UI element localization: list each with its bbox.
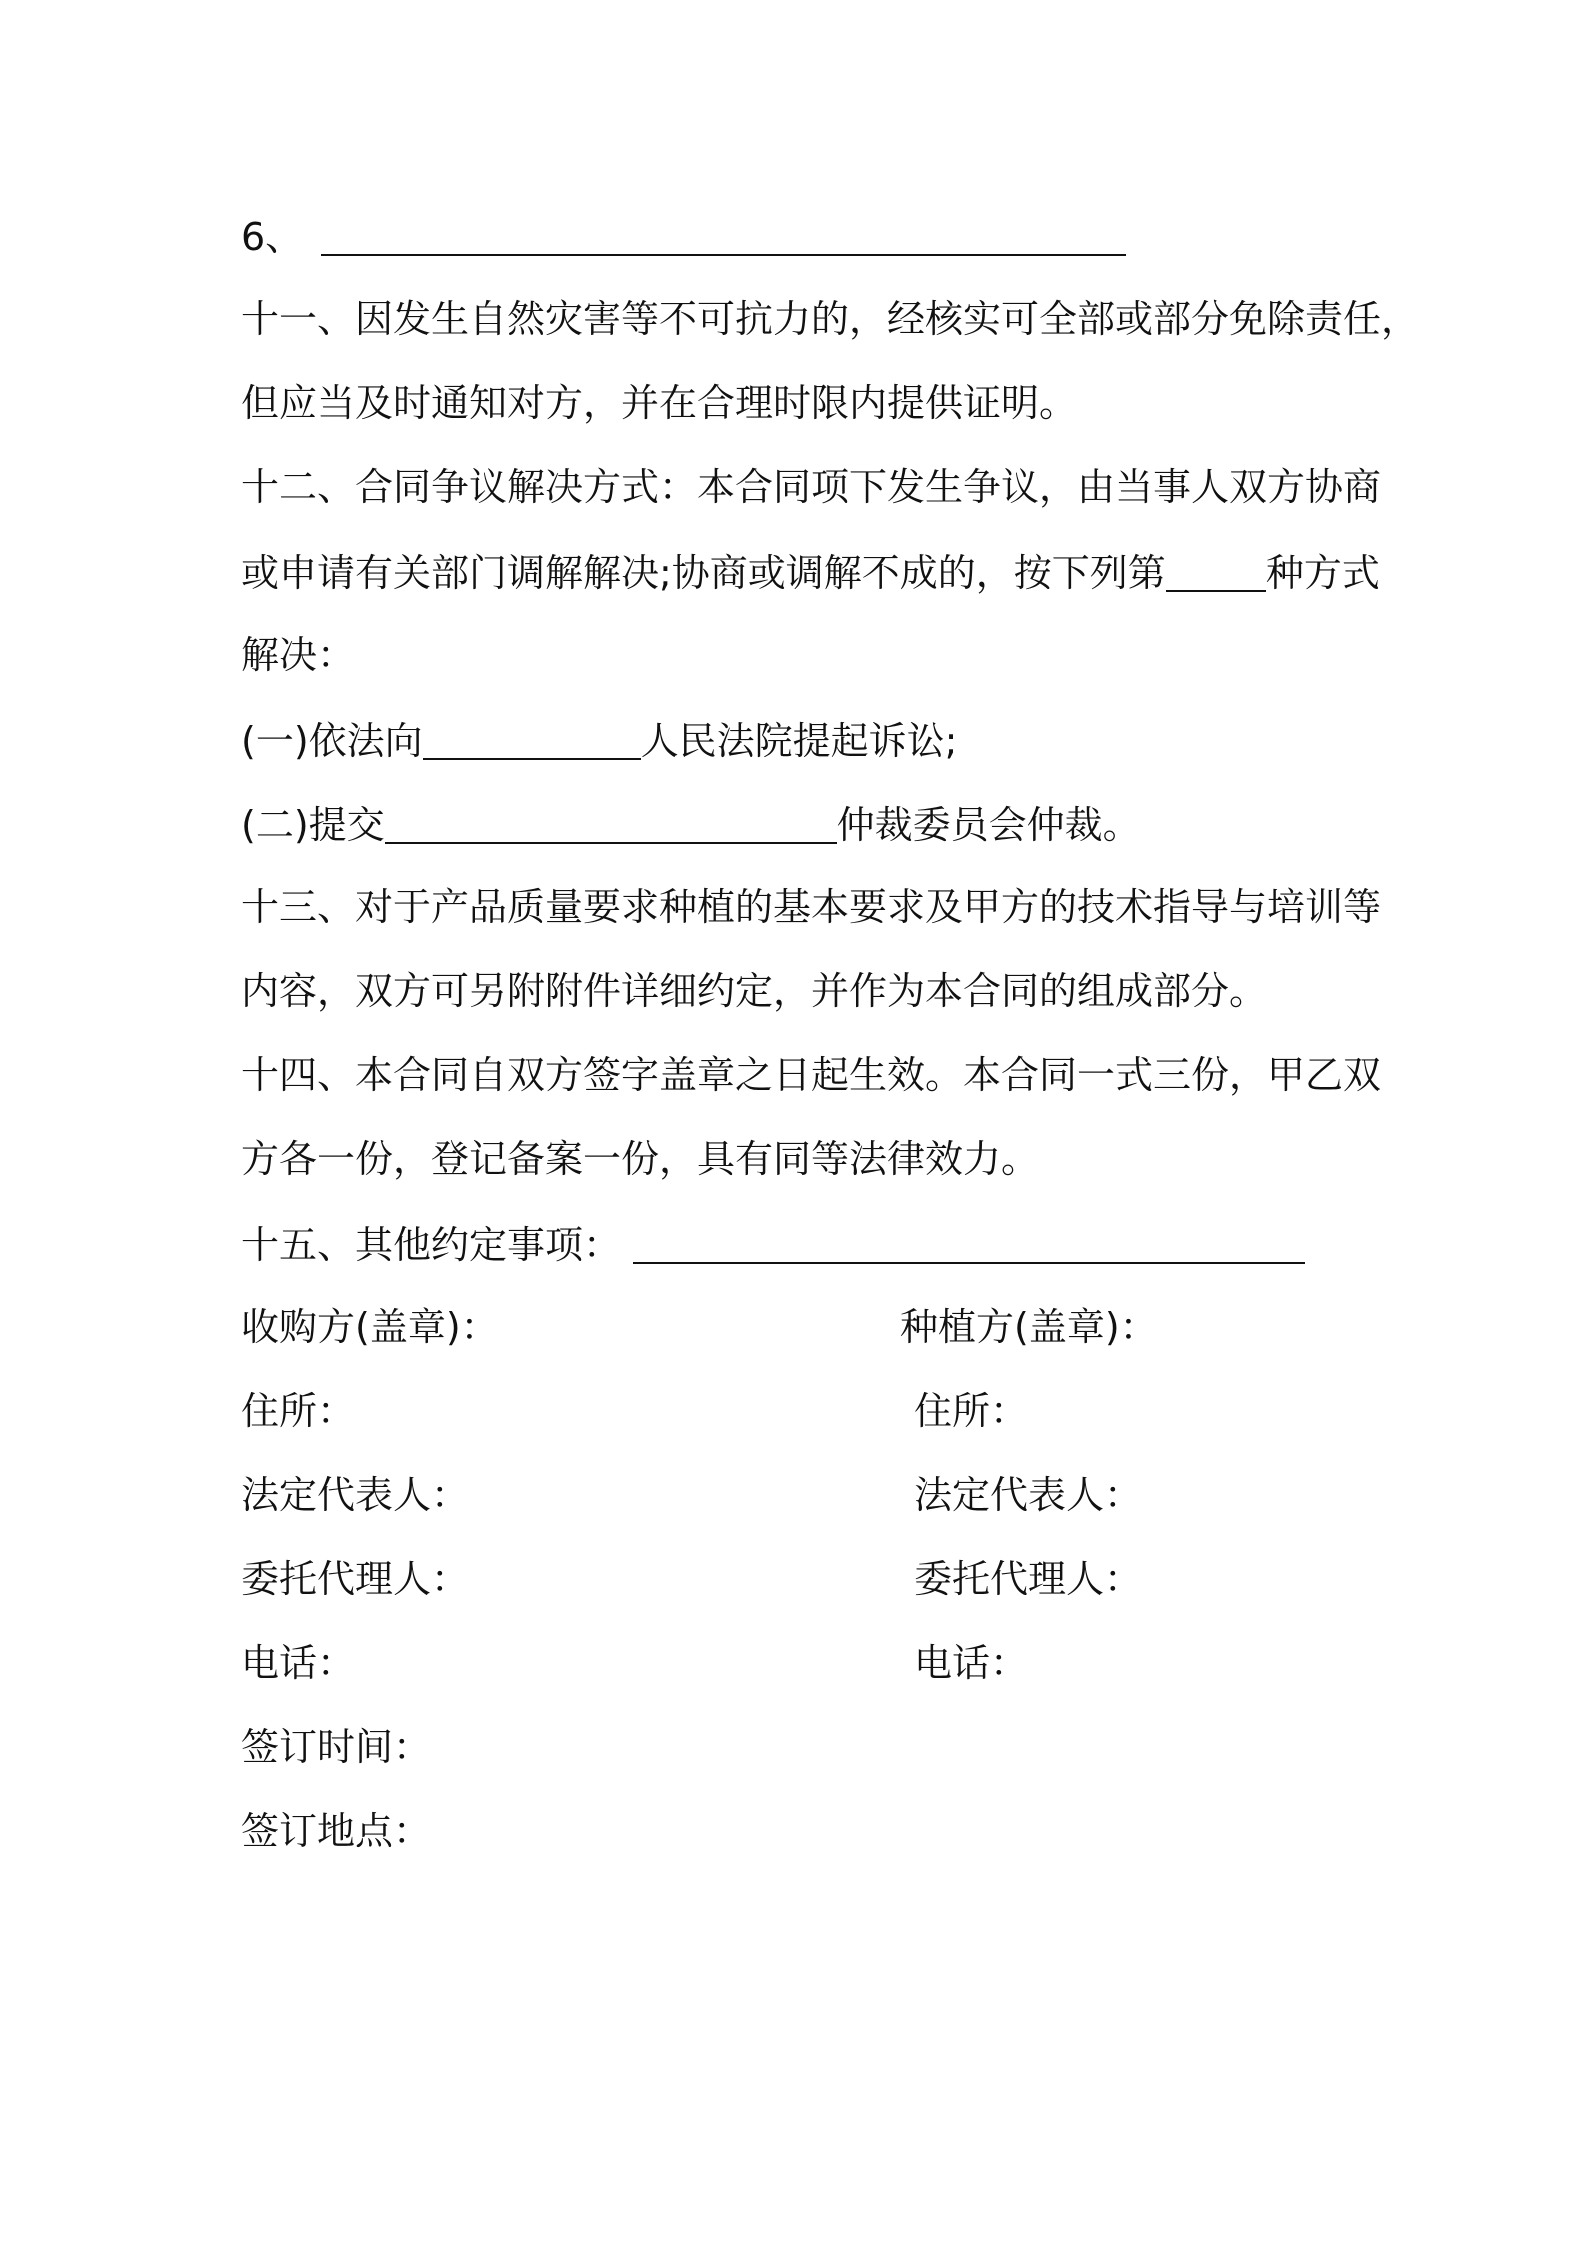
- grower-legal-rep-label: 法定代表人：: [914, 1473, 1143, 1517]
- grower-address-label: 住所：: [914, 1389, 1029, 1433]
- clause-13-line-2: 内容，双方可另附附件详细约定，并作为本合同的组成部分。: [241, 969, 1268, 1013]
- clause-12-line-3: 解决：: [241, 633, 356, 677]
- option-1-text-b: 人民法院提起诉讼;: [640, 719, 958, 763]
- buyer-agent-label: 委托代理人：: [241, 1557, 470, 1601]
- clause-12-line-1: 十二、合同争议解决方式：本合同项下发生争议，由当事人双方协商: [241, 465, 1382, 509]
- sign-place-label: 签订地点：: [241, 1809, 432, 1853]
- clause-15-label: 十五、其他约定事项：: [241, 1223, 622, 1267]
- clause-15: [241, 1223, 1305, 1267]
- buyer-seal-label: 收购方(盖章)：: [241, 1305, 499, 1349]
- option-2-text-b: 仲裁委员会仲裁。: [836, 803, 1141, 847]
- method-number-blank: [1166, 552, 1266, 592]
- item-6-label: 6、: [241, 215, 304, 259]
- clause-11-line-2: 但应当及时通知对方，并在合理时限内提供证明。: [241, 381, 1078, 425]
- sign-date-label: 签订时间：: [241, 1725, 432, 1769]
- buyer-phone-label: 电话：: [241, 1641, 356, 1685]
- grower-phone-label: 电话：: [914, 1641, 1029, 1685]
- grower-agent-label: 委托代理人：: [914, 1557, 1143, 1601]
- option-1: [241, 719, 958, 763]
- item-6-blank: [321, 216, 1126, 256]
- clause-14-line-1: 十四、本合同自双方签字盖章之日起生效。本合同一式三份，甲乙双: [241, 1053, 1382, 1097]
- clause-12-line-2: [241, 551, 1380, 595]
- arbitration-name-blank: [385, 804, 837, 844]
- clause-13-line-1: 十三、对于产品质量要求种植的基本要求及甲方的技术指导与培训等: [241, 885, 1382, 929]
- option-1-text-a: (一)依法向: [241, 719, 423, 763]
- buyer-address-label: 住所：: [241, 1389, 356, 1433]
- court-name-blank: [423, 720, 641, 760]
- option-2: [241, 803, 1141, 847]
- clause-11-line-1: 十一、因发生自然灾害等不可抗力的，经核实可全部或部分免除责任，: [241, 297, 1420, 341]
- clause-14-line-2: 方各一份，登记备案一份，具有同等法律效力。: [241, 1137, 1040, 1181]
- clause-12-text-b: 种方式: [1265, 551, 1380, 595]
- buyer-legal-rep-label: 法定代表人：: [241, 1473, 470, 1517]
- other-terms-blank: [633, 1224, 1305, 1264]
- item-6: [241, 215, 1126, 259]
- grower-seal-label: 种植方(盖章)：: [900, 1305, 1158, 1349]
- option-2-text-a: (二)提交: [241, 803, 385, 847]
- clause-12-text-a: 或申请有关部门调解解决;协商或调解不成的，按下列第: [241, 551, 1166, 595]
